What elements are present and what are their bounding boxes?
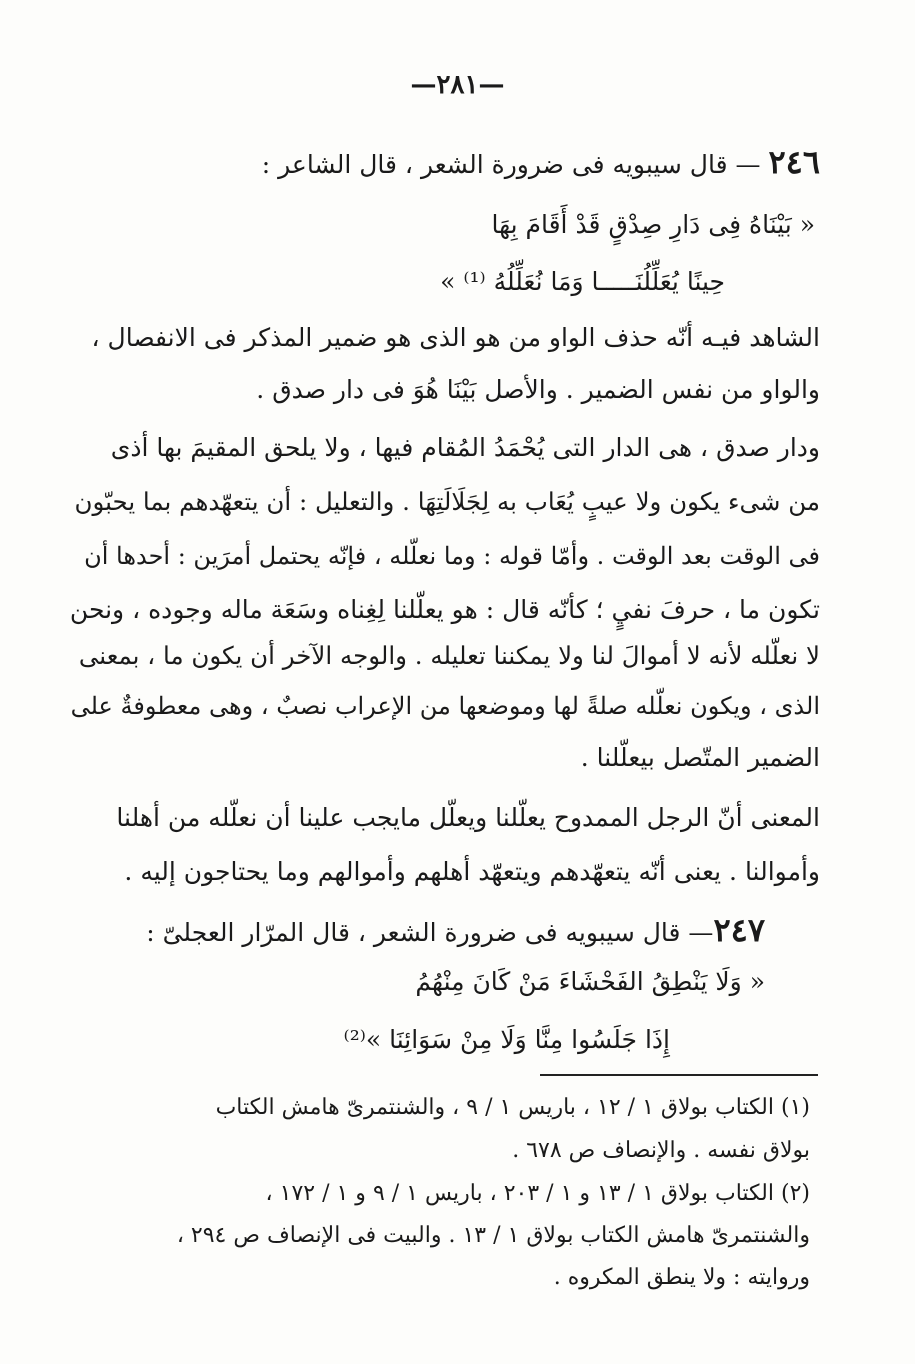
page-number: —٢٨١— [410, 70, 505, 100]
paragraph-2-line-4: تكون ما ، حرفَ نفيٍ ؛ كأنّه قال : هو يعلّلنا لِغِناه وسَعَة ماله وجوده ، ونحن [69, 595, 820, 624]
entry-247-verse-2: إِذَا جَلَسُوا مِنَّا وَلَا مِنْ سَوَائِنَا »⁽²⁾ [343, 1025, 670, 1054]
paragraph-2-line-1: ودار صدق ، هى الدار التى يُحْمَدُ المُقام فيها ، ولا يلحق المقيمَ بها أذى [110, 433, 820, 462]
paragraph-2-line-6: الذى ، ويكون نعلّله صلةً لها وموضعها من الإعراب نصبٌ ، وهى معطوفةٌ على [70, 692, 820, 720]
entry-246-verse-1: « بَيْنَاهُ فِى دَارِ صِدْقٍ قَدْ أَقَامَ بِهَا [491, 210, 815, 239]
entry-246-heading [262, 142, 820, 185]
paragraph-2-line-7: الضمير المتّصل بيعلّلنا . [580, 743, 820, 772]
paragraph-1-line-1: الشاهد فيـه أنّه حذف الواو من هو الذى هو ضمير المذكر فى الانفصال ، [91, 323, 820, 352]
paragraph-2-line-3: فى الوقت بعد الوقت . وأمّا قوله : وما نعلّله ، فإنّه يحتمل أمرَين : أحدها أن [84, 542, 820, 570]
footnote-1-line-1: (١) الكتاب بولاق ١ / ١٢ ، باريس ١ / ٩ ، والشنتمرىّ هامش الكتاب [215, 1095, 810, 1120]
paragraph-2-line-2: من شىء يكون ولا عيبٍ يُعَاب به لِجَلَالَتِهَا . والتعليل : أن يتعهّدهم بما يحبّون [74, 487, 820, 516]
paragraph-1-line-2: والواو من نفس الضمير . والأصل بَيْنَا هُوَ فى دار صدق . [256, 375, 820, 404]
paragraph-3-line-1: المعنى أنّ الرجل الممدوح يعلّلنا ويعلّل مايجب علينا أن نعلّله من أهلنا [116, 803, 820, 832]
entry-247-heading-text: — قال سيبويه فى ضرورة الشعر ، قال المرّار العجلىّ : [146, 918, 714, 947]
entry-247-heading [146, 910, 765, 953]
entry-246-heading-text: — قال سيبويه فى ضرورة الشعر ، قال الشاعر : [261, 150, 769, 179]
entry-247-number: ٢٤٧ [713, 911, 765, 949]
entry-246-verse-2: حِينًا يُعَلِّلُنَـــــا وَمَا نُعَلِّلُهُ ⁽¹⁾ » [440, 267, 725, 296]
footnote-1-line-2: بولاق نفسه . والإنصاف ص ٦٧٨ . [512, 1138, 810, 1163]
footnote-2-line-1: (٢) الكتاب بولاق ١ / ١٣ و ١ / ٢٠٣ ، باريس ١ / ٩ و ١ / ١٧٢ ، [265, 1181, 810, 1206]
paragraph-2-line-5: لا نعلّله لأنه لا أموالَ لنا ولا يمكننا تعليله . والوجه الآخر أن يكون ما ، بمعنى [78, 641, 820, 670]
footnote-2-line-2: والشنتمرىّ هامش الكتاب بولاق ١ / ١٣ . والبيت فى الإنصاف ص ٢٩٤ ، [176, 1223, 810, 1248]
footnote-separator [540, 1074, 818, 1076]
entry-246-number: ٢٤٦ [768, 143, 820, 181]
entry-247-verse-1: « وَلَا يَنْطِقُ الفَحْشَاءَ مَنْ كَانَ مِنْهُمُ [415, 967, 765, 996]
paragraph-3-line-2: وأموالنا . يعنى أنّه يتعهّدهم ويتعهّد أهلهم وأموالهم وما يحتاجون إليه . [124, 857, 820, 886]
footnote-2-line-3: وروايته : ولا ينطق المكروه . [553, 1265, 810, 1290]
